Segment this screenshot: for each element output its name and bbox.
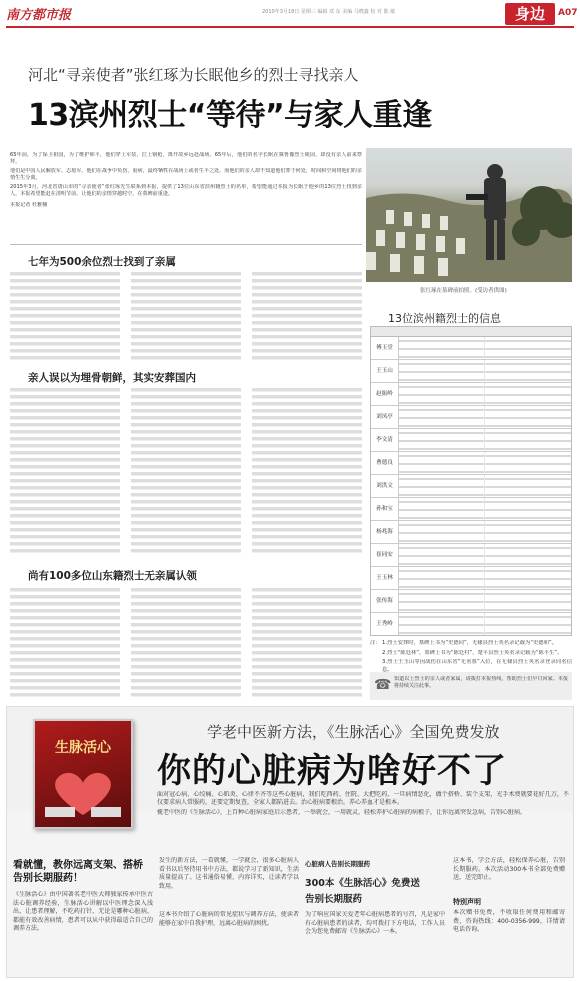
ad-col-2-body: 发生的新方法，一看就懂，一学就会，很多心脏病人看书以后坚持用书中方法，都说学习了新知识，生活质量提高了。这书通俗易懂，内容详实，让读者学以致用。 [159,857,299,890]
table-cell-info [399,452,485,474]
table-cell-name: 孙和宝 [371,498,399,520]
section-label: 身边 [514,5,545,23]
kicker: 河北“寻亲使者”张红琢为长眠他乡的烈士寻找亲人 [28,66,359,84]
section-1-body [10,272,362,360]
table-cell-detail [485,429,571,451]
ad-col-3-body: 为了响应国家关爱老年心脏病患者的号召，凡是家中有心脏病患者的读者，均可拨打下方电话，工作人员会为您免费邮寄《生脉活心》一本。 [305,911,445,935]
table-cell-name: 崔同安 [371,544,399,566]
table-cell-detail [485,544,571,566]
table-cell-info [399,337,485,359]
s1-col-1 [10,272,120,360]
table-cell-detail [485,337,571,359]
table-cell-name: 张传海 [371,590,399,612]
s3-col-2 [131,588,241,698]
table-cell-name: 杨兆海 [371,521,399,543]
table-cell-detail [485,521,571,543]
table-cell-detail [485,498,571,520]
table-cell-info [399,406,485,428]
s2-col-3 [252,388,362,556]
table-cell-name: 曹德良 [371,452,399,474]
table-cell-info [399,521,485,543]
table-cell-name: 傅玉堂 [371,337,399,359]
tip-box [370,672,572,700]
section-title-2: 亲人误以为埋骨朝鲜，其实安葬国内 [28,372,196,384]
ad-body: 面对冠心病、心绞痛、心肌炎、心律不齐等这些心脏病，我们吃西药、住院、大把吃药，一旦病情恶化，做个搭桥、装个支架，光手术费就要花好几万，不仅要求病人常服药，还要定期复查，全家人都陷进去。治心脏病要根治，养心养血才是根本。 [157,791,569,806]
page-number: A07 [558,8,578,18]
section-tab [505,3,555,25]
table-cell-detail [485,383,571,405]
table-header [371,327,571,337]
section-3-body [10,588,362,698]
photo-caption: 张红琢在墓碑前拍照。(受访者供图) [420,288,507,294]
note-2: 2.烈士“陈廷林”，墓碑上书为“陈廷村”，楚平县烈士英名录记载为“陈平生”。 [382,649,563,656]
table-row [371,521,571,544]
table-row [371,429,571,452]
table-cell-name: 王秀岭 [371,613,399,635]
table-cell-name: 王玉山 [371,360,399,382]
table-title: 13位滨州籍烈士的信息 [388,312,501,325]
table-row [371,498,571,521]
table-cell-detail [485,590,571,612]
note-1: 1.烈士安葬时，墓碑上书为“史德同”，无棣县烈士英名录记载为“史德和”。 [382,640,557,646]
note-3: 3.烈士王玉山等因战伤在山东省“无名墓”入位，在无棣县烈士英名录登录同名信息。 [382,659,572,673]
table-body [371,337,571,636]
photo-illustration [366,148,572,282]
s2-col-2 [131,388,241,556]
table-cell-name: 赵振岭 [371,383,399,405]
section-2-body [10,388,362,556]
martyr-table [370,326,572,636]
section-title-3: 尚有100多位山东籍烈士无亲属认领 [28,570,197,582]
table-cell-detail [485,567,571,589]
s3-col-1 [10,588,120,698]
ad-title: 你的心脏病为啥好不了 [157,751,507,791]
notes-label: 注： [370,640,382,646]
byline: 本报记者 杜雅楠 [10,202,48,208]
s2-col-1 [10,388,120,556]
table-row [371,613,571,636]
table-cell-info [399,383,485,405]
ad-col-3-head-2: 300本《生脉活心》免费送 [305,878,420,889]
table-cell-info [399,475,485,497]
table-cell-name: 刘洪文 [371,475,399,497]
table-cell-info [399,360,485,382]
section-title-1: 七年为500余位烈士找到了亲属 [28,256,176,268]
table-cell-info [399,567,485,589]
lead-text-1: 65年前，为了保卫祖国，为了维护和平，他们穿上军装，扛上钢枪，离开故乡远赴战场。65年后，他们的名字长眠在冀鲁豫烈士陵园，却没有亲人前来祭拜。 [10,152,362,165]
masthead-rule [6,26,574,28]
ad-section [6,706,574,978]
ad-col-4-head: 特别声明 [453,898,481,906]
table-cell-detail [485,360,571,382]
ad-col-4-note: 本次赠书免费，不收取任何费用和邮寄费，咨询热线：400-0356-999，详情请电话咨询。 [453,909,565,933]
ad-col-3-head-3: 告别长期服药 [305,894,363,905]
ad-col-1-head: 看就懂，教你远离支架、搭桥 告别长期服药！ [13,860,143,884]
table-cell-info [399,544,485,566]
phone-icon: ☎ [374,677,392,693]
table-row [371,475,571,498]
headline: 13滨州烈士“等待”与家人重逢 [28,98,432,133]
table-row [371,406,571,429]
lead-text-3: 2015年3月，河北省唐山市的“寻亲使者”张红琢先生联系到本报，提供了13位山东省滨州籍烈士的名单，希望能通过本报为长眠于他乡的13位烈士找到亲人。本报希望能赶在清明节前，让他们的亲情穿越时空，在墓碑前重逢。 [10,184,362,197]
s1-col-3 [252,272,362,360]
table-cell-info [399,613,485,635]
ad-col-1-body: 《生脉活心》由中国著名老中医大师独家传承中医古法心脏调养经验，生脉活心讲解以中医理念深入浅出，让患者理解，不吃药打针、无论是哪种心脏病，都能有效改善病情，患者可以从中获得最适合自己的调养方法。 [13,891,153,932]
table-row [371,452,571,475]
table-cell-info [399,590,485,612]
lead-text-2: 他们是中国人民解放军、志愿军，他们在战争中负伤，重病，最终牺牲在战场上或者生平之处。而他们的亲人却不知道他们葬于何处，时间和空间将他们的亲情生生分离。 [10,168,362,181]
ad-book-label: 生脉活心 [55,740,111,756]
table-row [371,544,571,567]
book-heart-icon [35,763,131,823]
table-row [371,567,571,590]
table-cell-detail [485,406,571,428]
table-cell-name: 刘凤亭 [371,406,399,428]
table-cell-detail [485,475,571,497]
table-cell-name: 王玉林 [371,567,399,589]
table-cell-info [399,498,485,520]
table-cell-detail [485,452,571,474]
ad-pretitle: 学老中医新方法，《生脉活心》全国免费发放 [207,723,500,741]
table-row [371,590,571,613]
table-cell-detail [485,613,571,635]
s1-col-2 [131,272,241,360]
tip-text: 知道以上烈士的亲人或者家属，请拨打本报热线，帮助烈士们早日回家。本报将持续关注此事。 [394,676,568,689]
table-cell-name: 李文清 [371,429,399,451]
ad-col-3-head-1: 心脏病人告别长期服药 [305,860,370,868]
table-cell-info [399,429,485,451]
cemetery-photo [366,148,572,282]
table-notes [370,640,572,674]
table-row [371,360,571,383]
lead-divider [10,244,362,245]
ad-book-cover [33,719,133,829]
masthead [0,0,580,32]
ad-body-2: 揽老中医的《生脉活心》，上百种心脏病家庭启示患者，一举就会，一用就灵，轻松养护心脏病的病根子，让你远离突发急病，告别心脏病。 [157,809,527,816]
table-row [371,337,571,360]
lead-paragraph [10,152,362,209]
s3-col-3 [252,588,362,698]
table-row [371,383,571,406]
ad-col-4-body: 这本书，学会方法，轻松保养心脏，告别长期服药。本次活动300本书全部免费赠送，送完即止。 [453,857,565,881]
ad-col-2-body-2: 这本书介绍了心脏病的常见症状与调养方法，使读者能够在家中自我护理，远离心脏病的困扰。 [159,911,299,927]
newspaper-logo: 南方都市报 [6,8,72,23]
issue-meta: 2010年3月18日 星期三 编辑 邓 东 美编 马晓鑫 校 对 陈 敏 [262,9,396,15]
